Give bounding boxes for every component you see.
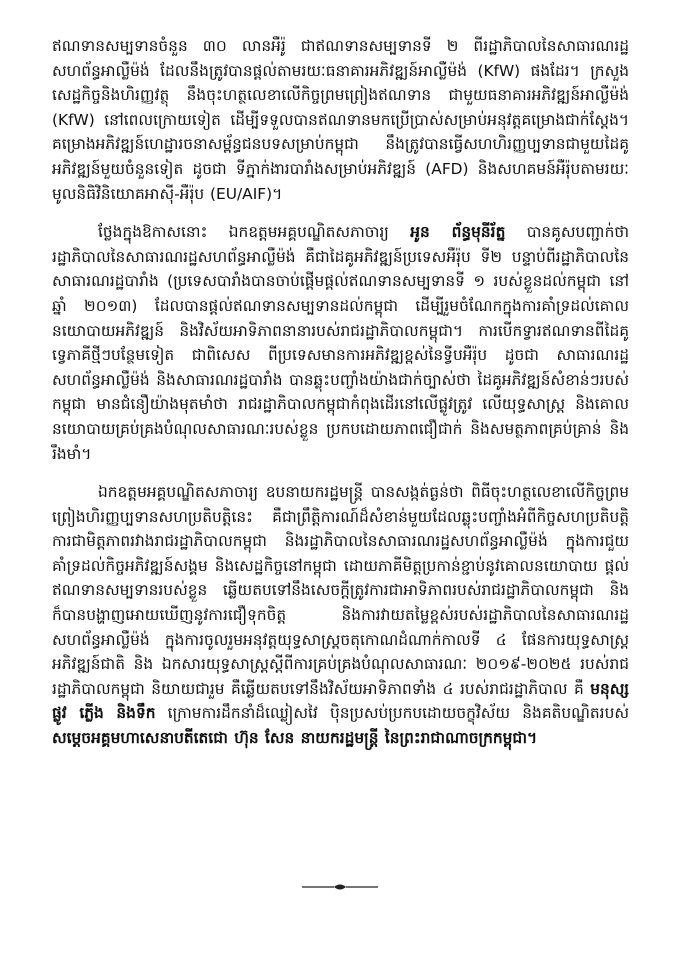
priority-sectors: មនុស្ស ផ្លូវ ភ្លើង និងទឹក <box>52 679 629 723</box>
paragraph-minister-statement <box>52 220 629 466</box>
paragraph-loan-details <box>52 34 629 206</box>
paragraph-deputy-pm-statement <box>52 480 629 751</box>
prime-minister-title: សម្ដេចអគ្គមហាសេនាបតីតេជោ ហ៊ុន សែន នាយករដ្ឋមន្ត្រី នៃព្រះរាជាណាចក្រកម្ពុជា។ <box>52 729 538 748</box>
paragraph-2-intro: ថ្លែងក្នុងឱកាសនោះ ឯកឧត្ដមអគ្គបណ្ឌិតសភាចារ្យ <box>98 223 411 242</box>
paragraph-1-text: ឥណទានសម្បទានចំនួន ៣០ លានអឺរ៉ូ ជាឥណទានសម្បទានទី ២ ពីរដ្ឋាភិបាលនៃសាធារណរដ្ឋសហព័ន្ធអាល្លឺម៉ង់ ដែលនឹងត្រូវបានផ្ដល់តាមរយៈធនាគារអភិវឌ្ឍន៍អាល្លឺម៉ង់ (KfW) ផងដែរ។ ក្រសួងសេដ្ឋកិច្ចនិងហិរញ្ញវត្ថុ នឹងចុះហត្ថលេខាលើកិច្ចព្រមព្រៀងឥណទាន ជាមួយធនាគារអភិវឌ្ឍន៍អាល្លឺម៉ង់ (KfW) នៅពេលក្រោយទៀត ដើម្បីទទួលបានឥណទានមកប្រើប្រាស់សម្រាប់អនុវត្តគម្រោងជាក់ស្ដែង។ គម្រោងអភិវឌ្ឍន៍ហេដ្ឋារចនាសម្ព័ន្ធជនបទសម្រាប់កម្ពុជា នឹងត្រូវបានធ្វើសហហិរញ្ញប្បទានជាមួយដៃគូអភិវឌ្ឍន៍មួយចំនួនទៀត ដូចជា ទីភ្នាក់ងារបារាំងសម្រាប់អភិវឌ្ឍន៍ (AFD) និងសហគមន៍អឺរ៉ុបតាមរយៈមូលនិធិវិនិយោគអាស៊ី-អឺរ៉ុប (EU/AIF)។ <box>52 37 629 203</box>
paragraph-3-intro: ឯកឧត្ដមអគ្គបណ្ឌិតសភាចារ្យ ឧបនាយករដ្ឋមន្ត្រី បានសង្កត់ធ្ងន់ថា ពិធីចុះហត្ថលេខាលើកិច្ចព្រមព្រៀងហិរញ្ញប្បទានសហប្រតិបត្តិនេះ គឺជាព្រឹត្តិការណ៍ដ៏សំខាន់មួយដែលឆ្លុះបញ្ចាំងអំពីកិច្ចសហប្រតិបត្តិការជាមិត្តភាពរវាងរាជរដ្ឋាភិបាលកម្ពុជា និងរដ្ឋាភិបាលនៃសាធារណរដ្ឋសហព័ន្ធអាល្លឺម៉ង់ ក្នុងការជួយគាំទ្រដល់កិច្ចអភិវឌ្ឍន៍សង្គម និងសេដ្ឋកិច្ចនៅកម្ពុជា ដោយភាគីមិត្តប្រកាន់ខ្ជាប់នូវគោលនយោបាយ ផ្ដល់ឥណទានសម្បទានរបស់ខ្លួន ឆ្លើយតបទៅនឹងសេចក្ដីត្រូវការជាអាទិភាពរបស់រាជរដ្ឋាភិបាលកម្ពុជា និងក៏បានបង្ហាញអោយឃើញនូវការជឿទុកចិត្ត និងការវាយតម្លៃខ្ពស់របស់រដ្ឋាភិបាលនៃសាធារណរដ្ឋសហព័ន្ធអាល្លឺម៉ង់ ក្នុងការចូលរួមអនុវត្តយុទ្ធសាស្ត្រចតុកោណដំណាក់កាលទី ៤ ផែនការយុទ្ធសាស្ត្រអភិវឌ្ឍន៍ជាតិ និង ឯកសារយុទ្ធសាស្ត្រស្ដីពីការគ្រប់គ្រងបំណុលសាធារណៈ ២០១៩-២០២៥ របស់រាជរដ្ឋាភិបាលកម្ពុជា និយាយជារួម គឺឆ្លើយតបទៅនឹងវិស័យអាទិភាពទាំង ៤ របស់រាជរដ្ឋាភិបាល គឺ <box>52 483 629 698</box>
end-divider <box>0 881 679 893</box>
paragraph-2-body: បានគូសបញ្ជាក់ថា រដ្ឋាភិបាលនៃសាធារណរដ្ឋសហព័ន្ធអាល្លឺម៉ង់ គឺជាដៃគូអភិវឌ្ឍន៍ប្រទេសអឺរ៉ុប ទី២ បន្ទាប់ពីរដ្ឋាភិបាលនៃសាធារណរដ្ឋបារាំង (ប្រទេសបារាំងបានចាប់ផ្ដើមផ្ដល់ឥណទានសម្បទានទី ១ របស់ខ្លួនដល់កម្ពុជា នៅឆ្នាំ ២០១៣) ដែលបានផ្ដល់ឥណទានសម្បទានដល់កម្ពុជា ដើម្បីរួមចំណែកក្នុងការគាំទ្រដល់គោលនយោបាយអភិវឌ្ឍន៍ និងវិស័យអាទិភាពនានារបស់រាជរដ្ឋាភិបាលកម្ពុជា។ ការបើកទ្វារឥណទានពីដៃគូទ្វេភាគីថ្មីៗបន្ថែមទៀត ជាពិសេស ពីប្រទេសមានការអភិវឌ្ឍខ្ពស់នៃទ្វីបអឺរ៉ុប ដូចជា សាធារណរដ្ឋសហព័ន្ធអាល្លឺម៉ង់ និងសាធារណរដ្ឋបារាំង បានឆ្លុះបញ្ចាំងយ៉ាងជាក់ច្បាស់ថា ដៃគូអភិវឌ្ឍន៍សំខាន់ៗរបស់កម្ពុជា មានជំនឿយ៉ាងមុតមាំថា រាជរដ្ឋាភិបាលកម្ពុជាកំពុងដើរនៅលើផ្លូវត្រូវ លើយុទ្ធសាស្ត្រ និងគោលនយោបាយគ្រប់គ្រងបំណុលសាធារណៈរបស់ខ្លួន ប្រកបដោយភាពជឿជាក់ និងសមត្ថភាពគ្រប់គ្រាន់ និងរឹងមាំ។ <box>52 223 629 463</box>
minister-name: អូន ព័ន្ធមុនីរ័ត្ន <box>410 223 506 242</box>
ornament-divider-icon <box>300 881 380 893</box>
paragraph-3-middle: ក្រោមការដឹកនាំដ៏ឈ្លៀសវៃ ប៉ិនប្រសប់ប្រកបដោយចក្ខុវិស័យ និងគតិបណ្ឌិតរបស់ <box>155 704 629 723</box>
